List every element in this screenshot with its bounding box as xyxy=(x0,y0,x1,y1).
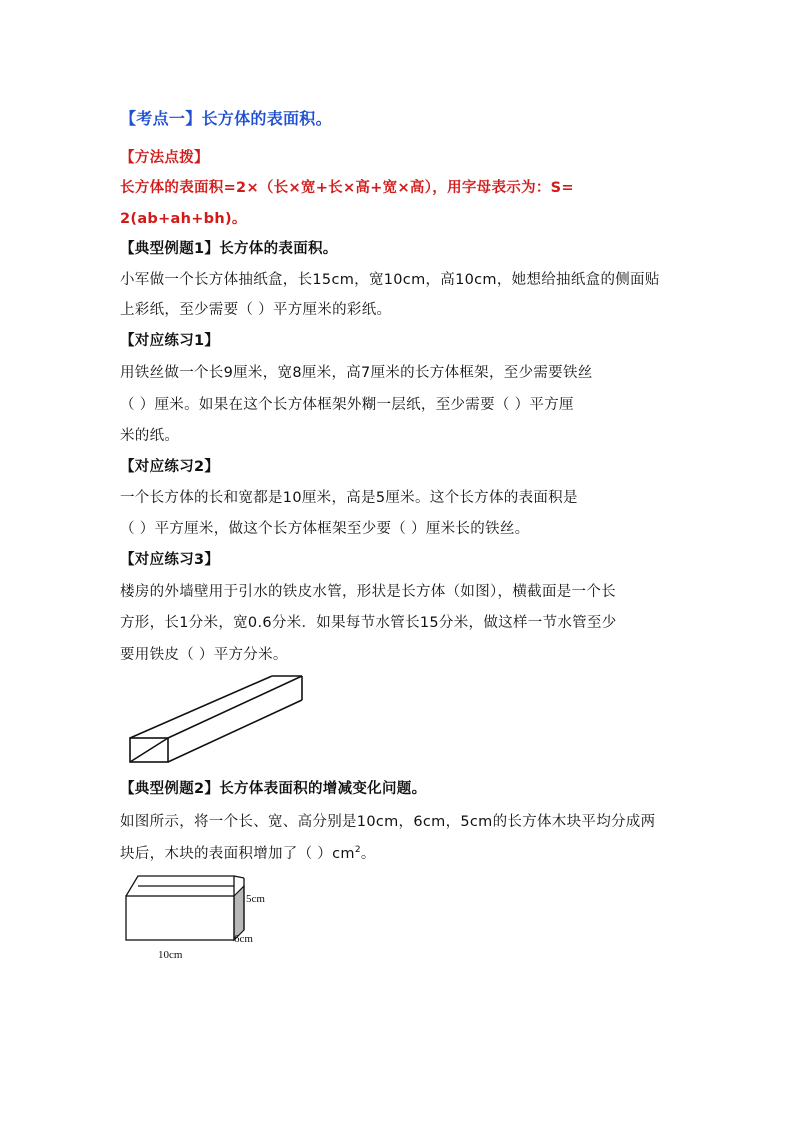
practice1-text-line2: （ ）厘米。如果在这个长方体框架外糊一层纸，至少需要（ ）平方厘 xyxy=(120,397,574,413)
pipe-edge xyxy=(130,676,272,738)
practice3-text-line2: 方形，长1分米，宽0.6分米．如果每节水管长15分米，做这样一节水管至少 xyxy=(120,615,617,631)
label-height: 5cm xyxy=(246,893,265,905)
block-shaded-side xyxy=(234,886,244,940)
practice1-text-line1: 用铁丝做一个长9厘米，宽8厘米，高7厘米的长方体框架，至少需要铁丝 xyxy=(120,365,593,381)
example2-text: 块后，木块的表面积增加了（ ）cm xyxy=(120,846,355,862)
method-title: 【方法点拨】 xyxy=(120,150,209,166)
method-formula-line1: 长方体的表面积=2×（长×宽+长×高+宽×高），用字母表示为：S= xyxy=(120,180,574,196)
practice1-title: 【对应练习1】 xyxy=(120,333,220,349)
method-formula-line2: 2(ab+ah+bh)。 xyxy=(120,211,247,227)
example1-text-line1: 小军做一个长方体抽纸盒，长15cm，宽10cm，高10cm，她想给抽纸盒的侧面贴 xyxy=(120,272,660,288)
block-front-face xyxy=(126,896,234,940)
example2-title: 【典型例题2】长方体表面积的增减变化问题。 xyxy=(120,781,427,797)
example2-text-line2 xyxy=(120,842,376,863)
pipe-edge xyxy=(168,700,302,762)
practice2-text-line2: （ ）平方厘米，做这个长方体框架至少要（ ）厘米长的铁丝。 xyxy=(120,521,530,537)
pipe-edge xyxy=(168,676,302,738)
practice2-title: 【对应练习2】 xyxy=(120,459,220,475)
label-length: 10cm xyxy=(158,949,183,961)
pipe-figure xyxy=(124,672,308,766)
pipe-front-diagonal xyxy=(130,738,168,762)
practice3-text-line3: 要用铁皮（ ）平方分米。 xyxy=(120,647,288,663)
example2-text-end: 。 xyxy=(360,846,376,862)
practice2-text-line1: 一个长方体的长和宽都是10厘米，高是5厘米。这个长方体的表面积是 xyxy=(120,490,578,506)
block-figure xyxy=(118,868,288,964)
label-width: 6cm xyxy=(234,933,253,945)
superscript-2: 2 xyxy=(354,845,361,856)
block-edge xyxy=(234,876,244,878)
example1-text-line2: 上彩纸，至少需要（ ）平方厘米的彩纸。 xyxy=(120,302,392,318)
example1-title: 【典型例题1】长方体的表面积。 xyxy=(120,241,338,257)
section-heading: 【考点一】长方体的表面积。 xyxy=(120,109,332,128)
practice3-title: 【对应练习3】 xyxy=(120,552,220,568)
example2-text-line1: 如图所示，将一个长、宽、高分别是10cm，6cm，5cm的长方体木块平均分成两 xyxy=(120,814,656,830)
practice1-text-line3: 米的纸。 xyxy=(120,428,180,444)
practice3-text-line1: 楼房的外墙壁用于引水的铁皮水管，形状是长方体（如图），横截面是一个长 xyxy=(120,584,616,600)
